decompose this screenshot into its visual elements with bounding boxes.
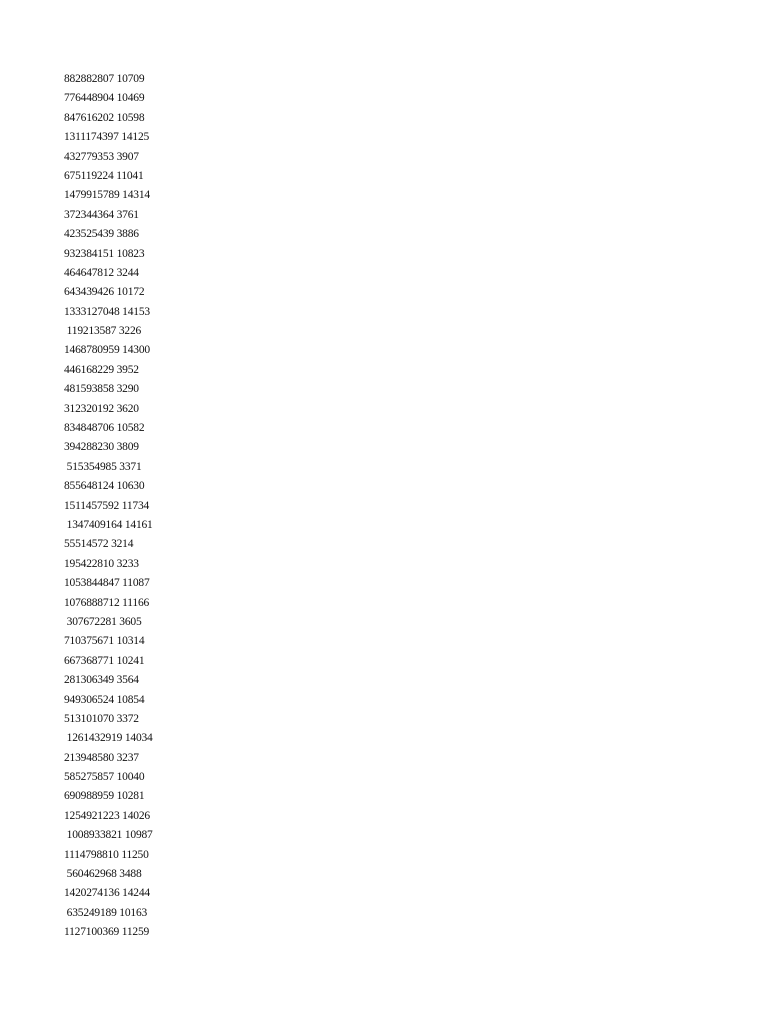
text-line: 1333127048 14153 xyxy=(64,305,150,318)
text-line: 1479915789 14314 xyxy=(64,189,150,202)
text-line: 882882807 10709 xyxy=(64,73,145,85)
text-line: 1347409164 14161 xyxy=(64,518,153,531)
text-line: 834848706 10582 xyxy=(64,422,145,435)
text-line: 1511457592 11734 xyxy=(64,499,150,512)
text-line: 394288230 3809 xyxy=(64,441,139,454)
number-list xyxy=(64,70,153,943)
text-line: 432779353 3907 xyxy=(64,150,139,163)
text-line: 1311174397 14125 xyxy=(64,131,150,144)
text-line: 446168229 3952 xyxy=(64,363,139,376)
text-line: 213948580 3237 xyxy=(64,751,139,764)
text-line: 1261432919 14034 xyxy=(64,732,153,745)
text-line: 372344364 3761 xyxy=(64,208,139,221)
text-line: 560462968 3488 xyxy=(64,868,142,881)
text-line: 423525439 3886 xyxy=(64,228,139,241)
text-line: 1420274136 14244 xyxy=(64,887,150,900)
text-line: 513101070 3372 xyxy=(64,712,139,725)
text-line: 119213587 3226 xyxy=(64,325,142,338)
text-line: 635249189 10163 xyxy=(64,906,148,919)
text-line: 690988959 10281 xyxy=(64,790,145,803)
text-line: 1254921223 14026 xyxy=(64,809,150,822)
text-line: 932384151 10823 xyxy=(64,247,145,260)
text-line: 667368771 10241 xyxy=(64,654,145,667)
text-line: 1008933821 10987 xyxy=(64,829,153,842)
text-line: 949306524 10854 xyxy=(64,693,145,706)
text-line: 585275857 10040 xyxy=(64,771,145,784)
text-line: 1114798810 11250 xyxy=(64,848,149,861)
text-line: 1468780959 14300 xyxy=(64,344,150,357)
text-line: 675119224 11041 xyxy=(64,169,144,182)
text-line: 1127100369 11259 xyxy=(64,926,150,939)
text-line: 847616202 10598 xyxy=(64,111,145,124)
text-line: 515354985 3371 xyxy=(64,460,142,473)
text-line: 481593858 3290 xyxy=(64,383,139,396)
text-line: 55514572 3214 xyxy=(64,538,134,551)
text-line: 195422810 3233 xyxy=(64,557,139,570)
text-line: 1053844847 11087 xyxy=(64,577,150,590)
text-line: 464647812 3244 xyxy=(64,266,139,279)
text-line: 710375671 10314 xyxy=(64,635,145,648)
text-line: 312320192 3620 xyxy=(64,402,139,415)
text-line: 1076888712 11166 xyxy=(64,596,150,609)
text-line: 643439426 10172 xyxy=(64,286,145,299)
text-line: 281306349 3564 xyxy=(64,674,139,687)
text-line: 776448904 10469 xyxy=(64,92,145,105)
text-line: 307672281 3605 xyxy=(64,615,142,628)
text-line: 855648124 10630 xyxy=(64,480,145,493)
